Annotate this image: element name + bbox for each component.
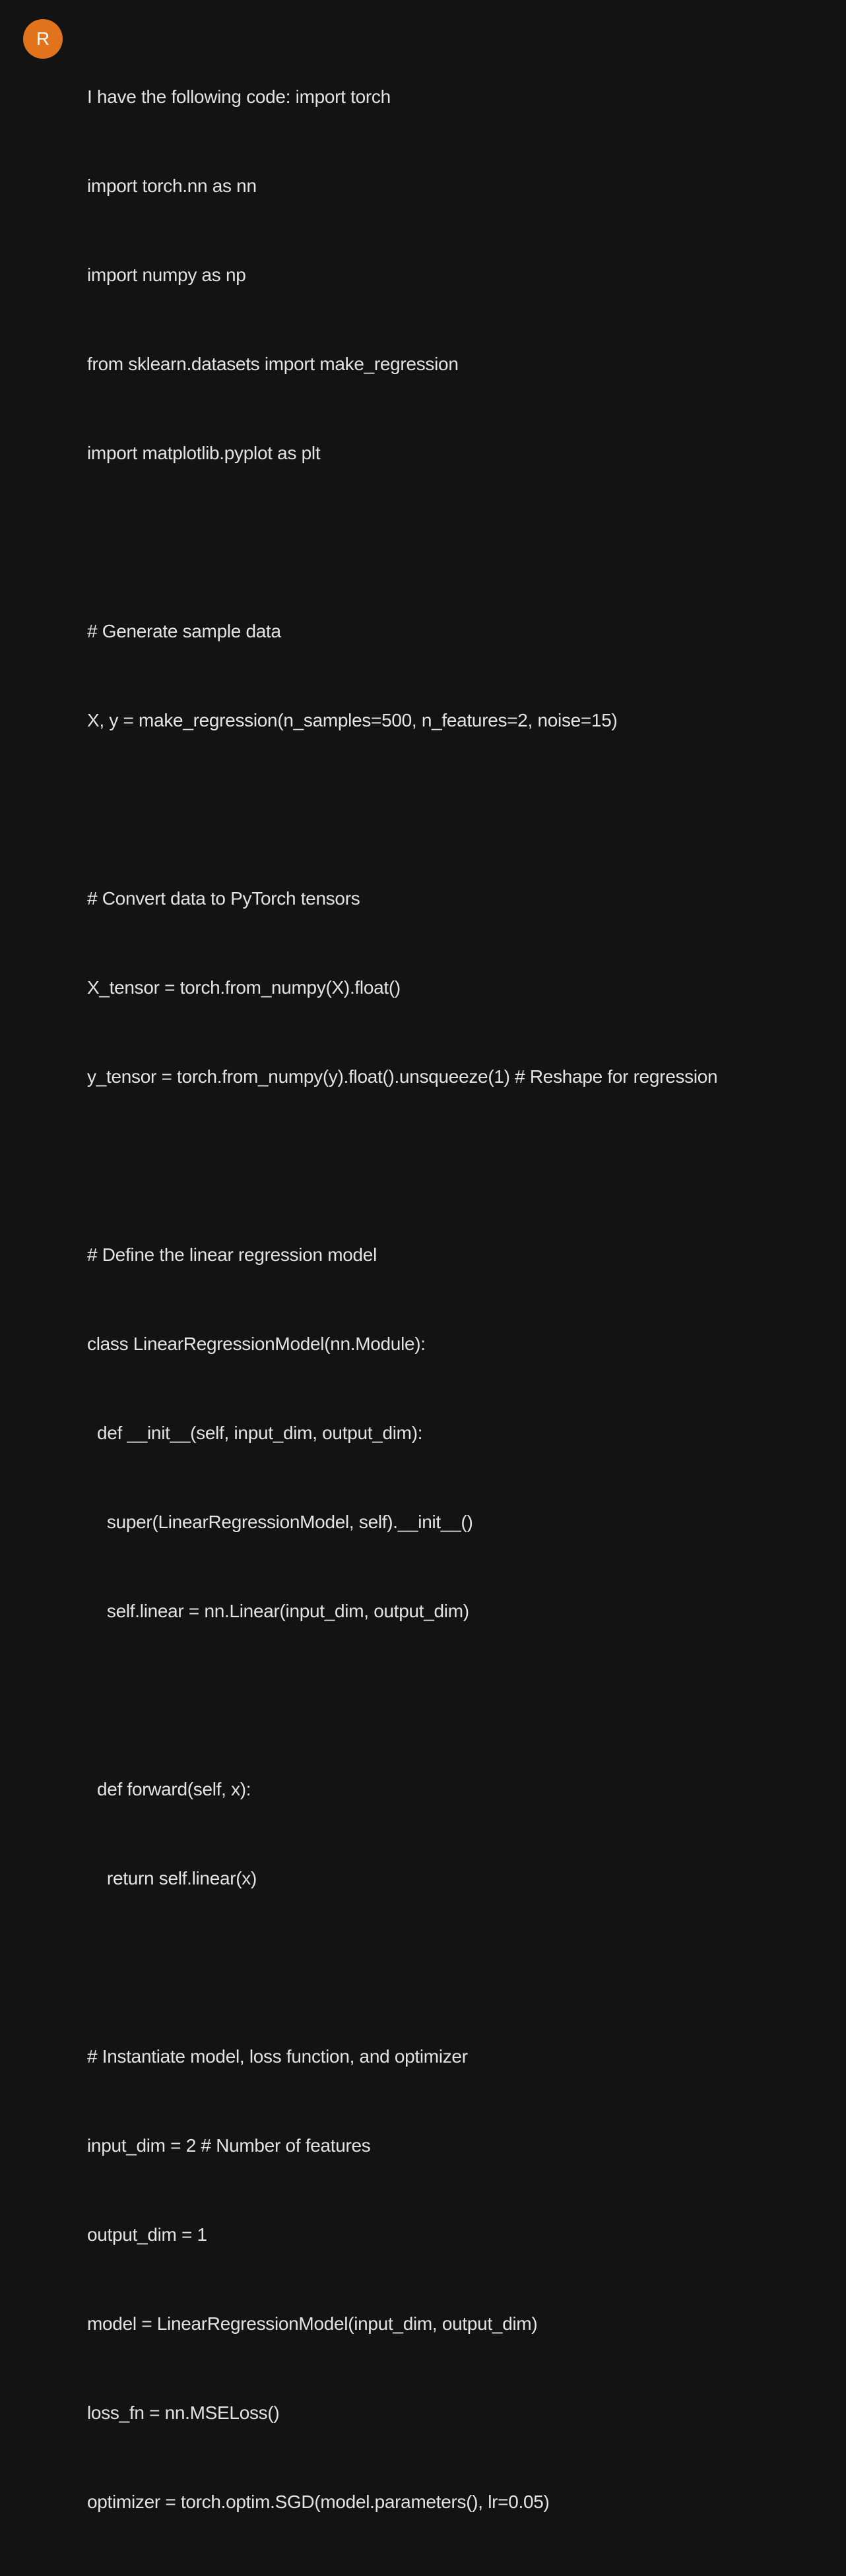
- message-line: from sklearn.datasets import make_regression: [87, 354, 459, 374]
- message-line: X_tensor = torch.from_numpy(X).float(): [87, 977, 401, 998]
- message-line: super(LinearRegressionModel, self).__init__(): [87, 1512, 473, 1532]
- message-line: [87, 794, 839, 824]
- message-line: def forward(self, x):: [87, 1779, 251, 1799]
- message-line: class LinearRegressionModel(nn.Module):: [87, 1334, 426, 1354]
- message-line: output_dim = 1: [87, 2224, 207, 2245]
- message-line: I have the following code: import torch: [87, 86, 391, 107]
- message-line: import torch.nn as nn: [87, 176, 257, 196]
- message-line: # Generate sample data: [87, 621, 281, 641]
- message-line: [87, 1151, 839, 1180]
- message-line: import matplotlib.pyplot as plt: [87, 443, 321, 463]
- message-line: optimizer = torch.optim.SGD(model.parameters(), lr=0.05): [87, 2492, 550, 2512]
- message-line: [87, 1685, 839, 1715]
- message-line: # Convert data to PyTorch tensors: [87, 888, 360, 909]
- message-line: [87, 527, 839, 557]
- message-line: model = LinearRegressionModel(input_dim, output_dim): [87, 2313, 538, 2334]
- message-line: def __init__(self, input_dim, output_dim):: [87, 1423, 423, 1443]
- message-line: # Instantiate model, loss function, and optimizer: [87, 2046, 468, 2067]
- message-line: [87, 1952, 839, 1982]
- user-avatar: R: [23, 19, 63, 59]
- message-line: input_dim = 2 # Number of features: [87, 2135, 371, 2156]
- message-line: # Define the linear regression model: [87, 1244, 377, 1265]
- message-line: return self.linear(x): [87, 1868, 257, 1888]
- user-message: [87, 22, 839, 2576]
- message-line: y_tensor = torch.from_numpy(y).float().unsqueeze(1) # Reshape for regression: [87, 1066, 718, 1087]
- message-line: self.linear = nn.Linear(input_dim, output_dim): [87, 1601, 469, 1621]
- message-line: X, y = make_regression(n_samples=500, n_features=2, noise=15): [87, 710, 618, 730]
- message-line: loss_fn = nn.MSELoss(): [87, 2402, 280, 2423]
- message-line: import numpy as np: [87, 265, 246, 285]
